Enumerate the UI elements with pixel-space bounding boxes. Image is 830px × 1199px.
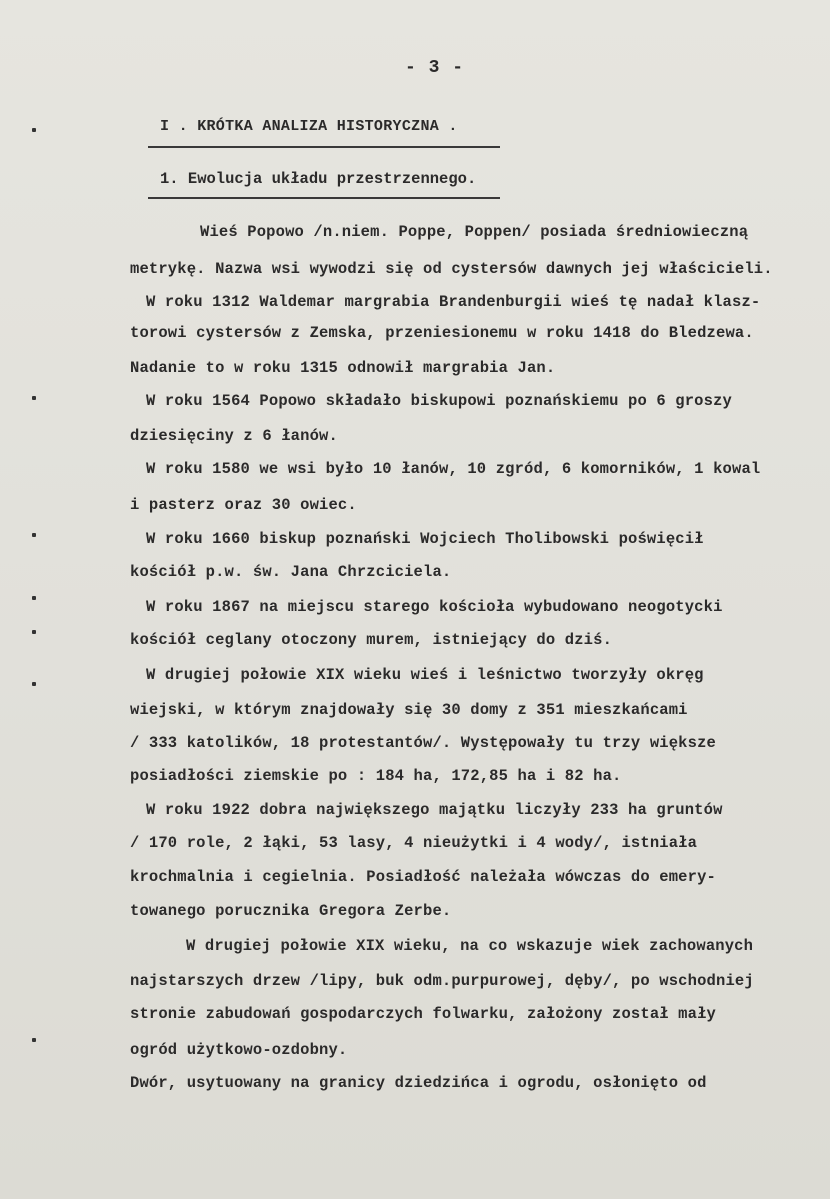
text-line: i pasterz oraz 30 owiec. <box>130 496 357 514</box>
text-line: W roku 1922 dobra największego majątku liczyły 233 ha gruntów <box>146 801 723 819</box>
text-line: Nadanie to w roku 1315 odnowił margrabia Jan. <box>130 359 556 377</box>
text-line: W roku 1660 biskup poznański Wojciech Tholibowski poświęcił <box>146 530 704 548</box>
text-line: W roku 1580 we wsi było 10 łanów, 10 zgród, 6 komorników, 1 kowal <box>146 460 761 478</box>
binder-hole-mark <box>32 533 36 537</box>
binder-hole-mark <box>32 630 36 634</box>
text-line: kościół p.w. św. Jana Chrzciciela. <box>130 563 452 581</box>
binder-hole-mark <box>32 596 36 600</box>
text-line: najstarszych drzew /lipy, buk odm.purpurowej, dęby/, po wschodniej <box>130 972 754 990</box>
text-line: W roku 1312 Waldemar margrabia Brandenburgii wieś tę nadał klasz- <box>146 293 761 311</box>
subsection-heading: 1. Ewolucja układu przestrzennego. <box>160 170 477 188</box>
text-line: krochmalnia i cegielnia. Posiadłość należała wówczas do emery- <box>130 868 716 886</box>
text-line: W drugiej połowie XIX wieku wieś i leśnictwo tworzyły okręg <box>146 666 704 684</box>
text-line: W drugiej połowie XIX wieku, na co wskazuje wiek zachowanych <box>186 937 754 955</box>
binder-hole-mark <box>32 682 36 686</box>
text-line: posiadłości ziemskie po : 184 ha, 172,85 ha i 82 ha. <box>130 767 622 785</box>
text-line: Wieś Popowo /n.niem. Poppe, Poppen/ posiada średniowieczną <box>200 223 749 241</box>
text-line: W roku 1867 na miejscu starego kościoła wybudowano neogotycki <box>146 598 723 616</box>
subheading-underline <box>148 197 500 199</box>
text-line: ogród użytkowo-ozdobny. <box>130 1041 348 1059</box>
text-line: dziesięciny z 6 łanów. <box>130 427 338 445</box>
binder-hole-mark <box>32 1038 36 1042</box>
heading-underline <box>148 146 500 148</box>
text-line: wiejski, w którym znajdowały się 30 domy z 351 mieszkańcami <box>130 701 688 719</box>
binder-hole-mark <box>32 396 36 400</box>
section-heading: I . KRÓTKA ANALIZA HISTORYCZNA . <box>160 118 458 135</box>
text-line: / 333 katolików, 18 protestantów/. Występowały tu trzy większe <box>130 734 716 752</box>
text-line: stronie zabudowań gospodarczych folwarku, założony został mały <box>130 1005 716 1023</box>
page-number: - 3 - <box>405 58 465 78</box>
text-line: Dwór, usytuowany na granicy dziedzińca i ogrodu, osłonięto od <box>130 1074 707 1092</box>
text-line: torowi cystersów z Zemska, przeniesionemu w roku 1418 do Bledzewa. <box>130 324 754 342</box>
binder-hole-mark <box>32 128 36 132</box>
text-line: towanego porucznika Gregora Zerbe. <box>130 902 452 920</box>
text-line: metrykę. Nazwa wsi wywodzi się od cystersów dawnych jej właścicieli. <box>130 260 773 278</box>
text-line: kościół ceglany otoczony murem, istniejący do dziś. <box>130 631 613 649</box>
text-line: W roku 1564 Popowo składało biskupowi poznańskiemu po 6 groszy <box>146 392 732 410</box>
text-line: / 170 role, 2 łąki, 53 lasy, 4 nieużytki i 4 wody/, istniała <box>130 834 698 852</box>
